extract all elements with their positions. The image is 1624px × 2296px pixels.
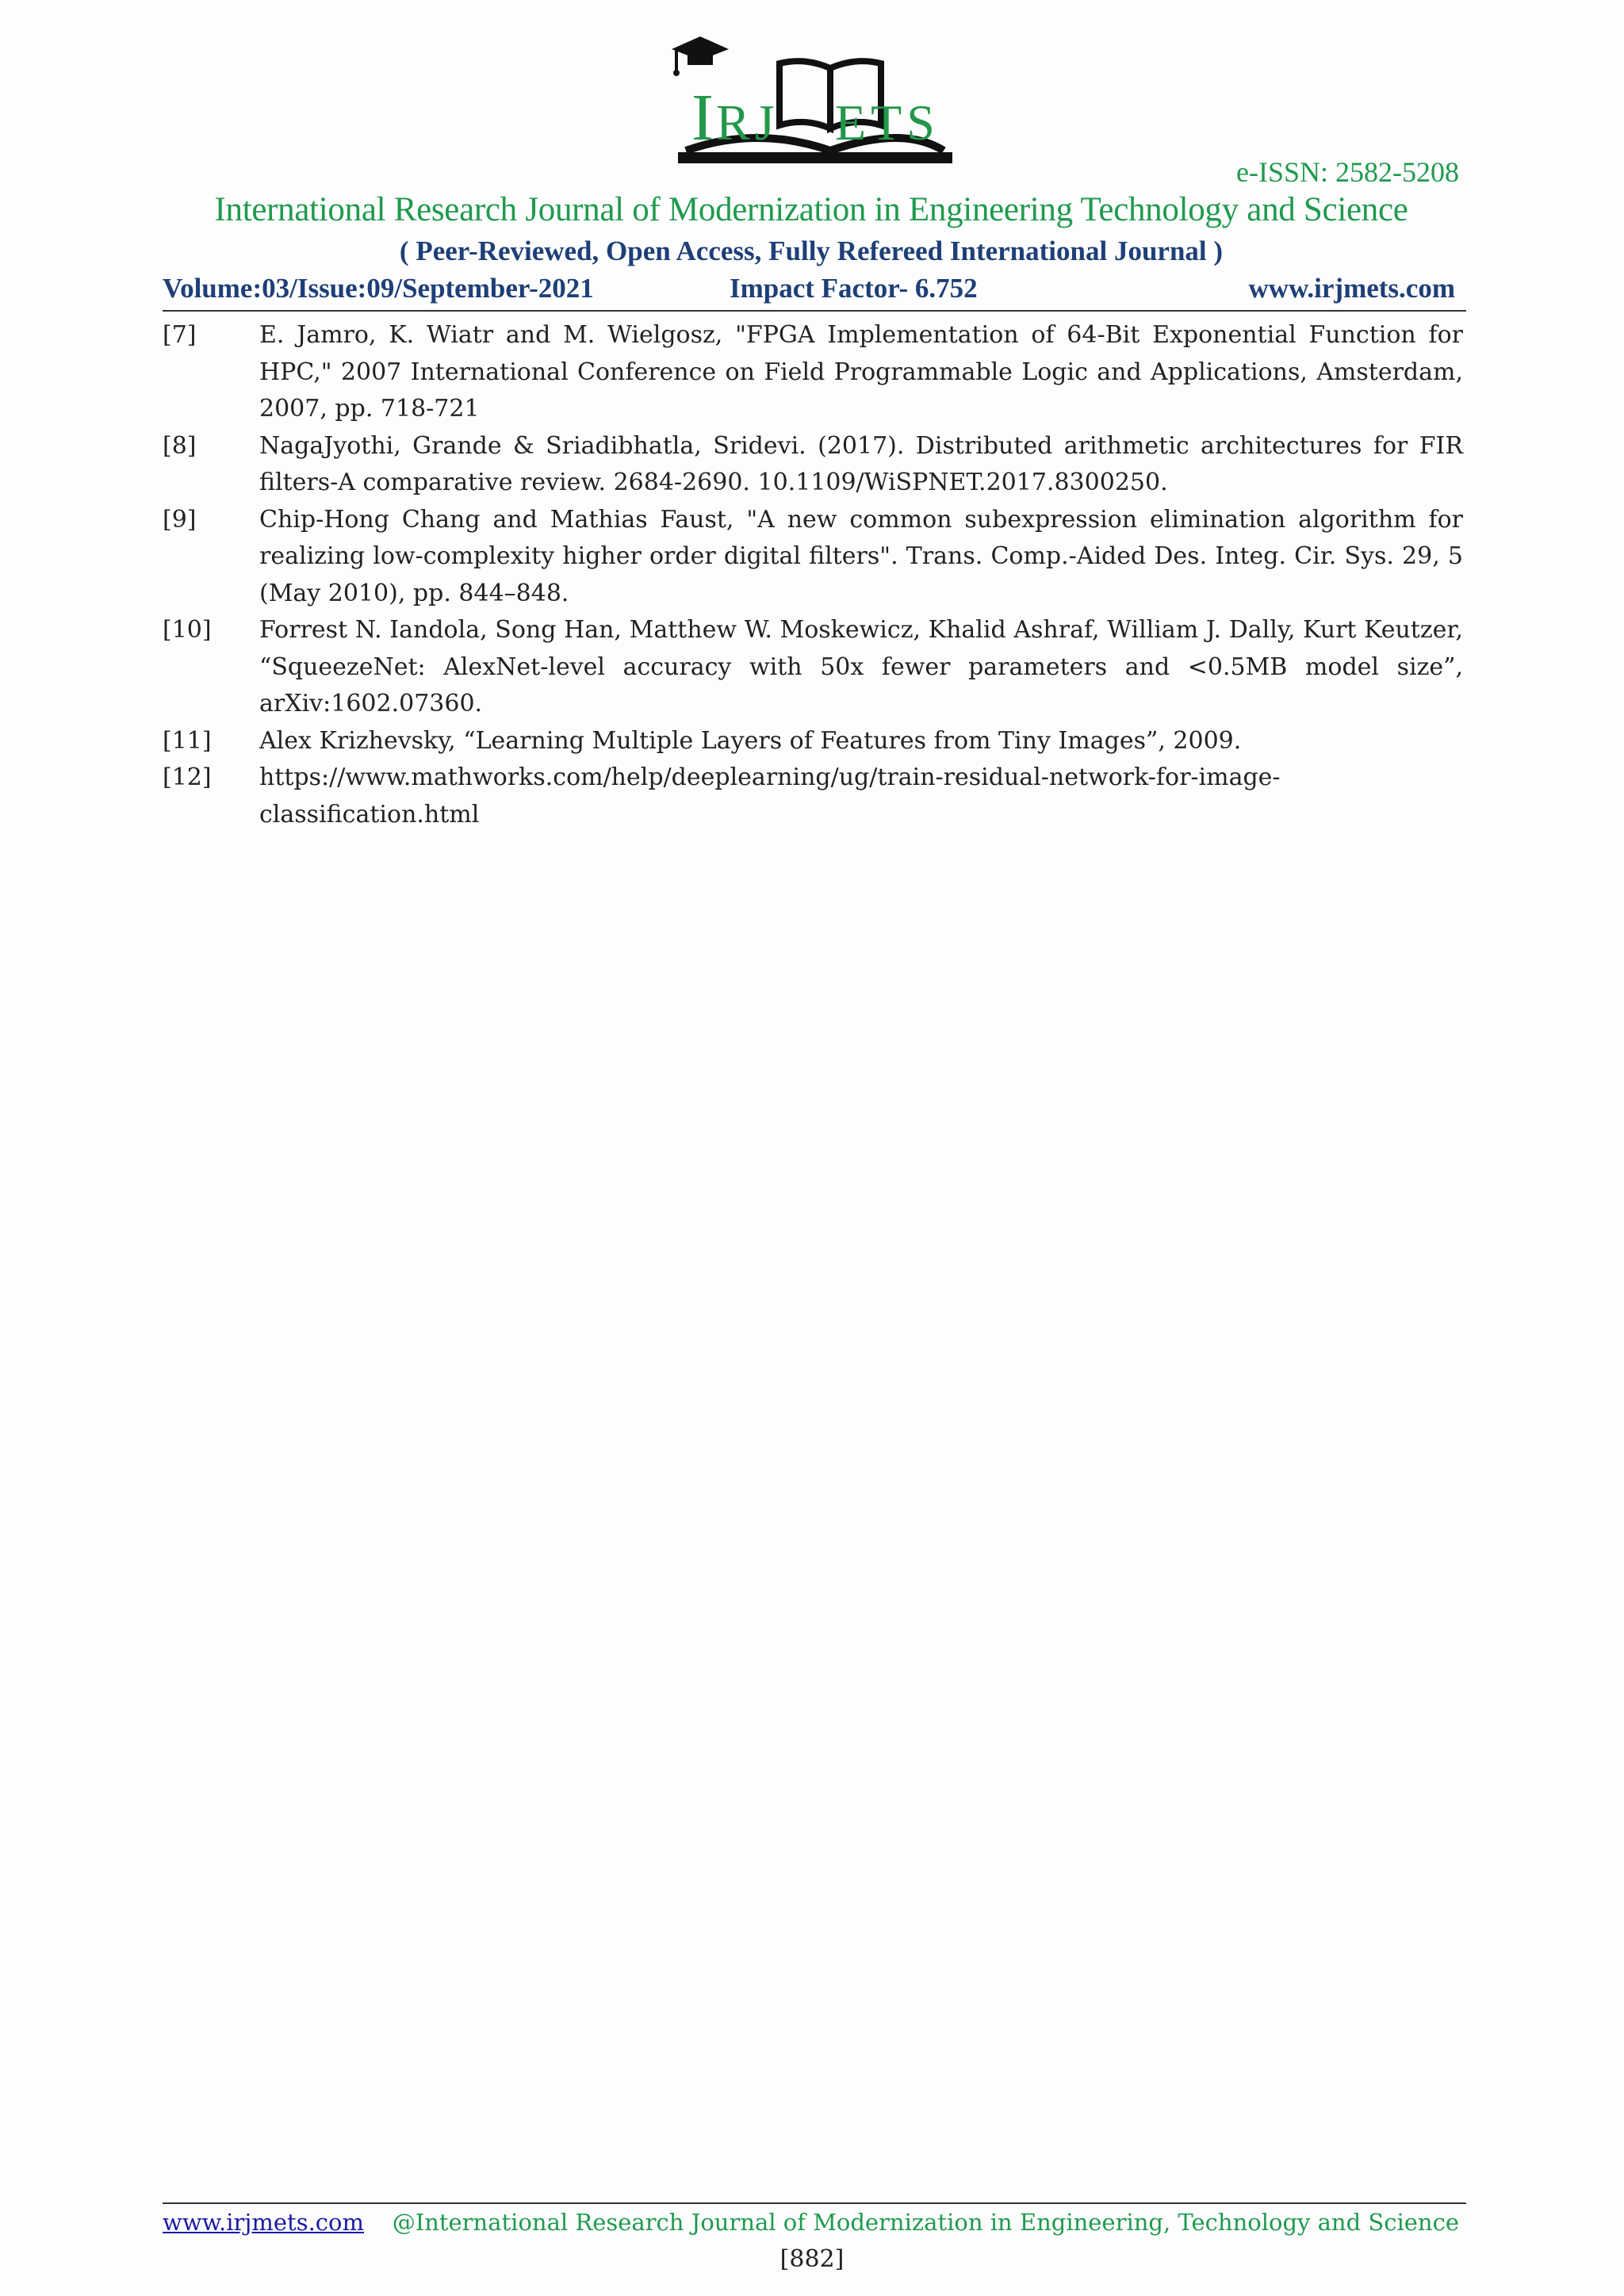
footer-divider <box>163 2202 1466 2204</box>
reference-number: [7] <box>163 321 197 349</box>
reference-item <box>163 317 1463 428</box>
eissn-label: e-ISSN: 2582-5208 <box>1236 156 1459 188</box>
impact-factor: Impact Factor- 6.752 <box>730 273 978 304</box>
journal-title: International Research Journal of Modernization in Engineering Technology and Science <box>214 191 1408 228</box>
volume-issue: Volume:03/Issue:09/September-2021 <box>163 273 594 304</box>
reference-url[interactable]: https://www.mathworks.com/help/deeplearning/ug/train-residual-network-for-image-classification.html <box>259 763 1281 828</box>
reference-text: Chip-Hong Chang and Mathias Faust, "A new common subexpression elimination algorithm for realizing low-complexity higher order digital filters". Trans. Comp.-Aided Des. Integ. Cir. Sys. 29, 5 (May 2010), pp. 844–848. <box>259 505 1463 607</box>
header-divider <box>163 310 1466 312</box>
issue-meta-row <box>163 273 1455 308</box>
reference-item <box>163 502 1463 613</box>
footer-credit: @International Research Journal of Modernization in Engineering, Technology and Science <box>392 2209 1459 2236</box>
reference-number: [12] <box>163 763 212 791</box>
reference-item <box>163 612 1463 723</box>
reference-list <box>163 317 1463 833</box>
footer-website-link[interactable]: www.irjmets.com <box>163 2209 364 2236</box>
reference-text: Forrest N. Iandola, Song Han, Matthew W. Moskewicz, Khalid Ashraf, William J. Dally, Kurt Keutzer, “SqueezeNet: AlexNet-level accuracy with 50x fewer parameters and <0.5MB model size”, arXiv:1602.07360. <box>259 616 1463 718</box>
graduation-cap-icon <box>672 36 729 76</box>
header-website: www.irjmets.com <box>1248 273 1455 304</box>
page-number: [882] <box>779 2245 845 2273</box>
reference-number: [10] <box>163 616 212 644</box>
logo-letters-ets: ETS <box>835 94 940 151</box>
reference-item <box>163 723 1463 760</box>
reference-item <box>163 428 1463 502</box>
reference-item <box>163 760 1463 833</box>
reference-text: NagaJyothi, Grande & Sriadibhatla, Sridevi. (2017). Distributed arithmetic architectures for FIR filters-A comparative review. 2684-2690. 10.1109/WiSPNET.2017.8300250. <box>259 431 1463 496</box>
journal-logo <box>670 32 959 168</box>
reference-text: Alex Krizhevsky, “Learning Multiple Layers of Features from Tiny Images”, 2009. <box>259 726 1242 755</box>
reference-number: [9] <box>163 505 197 534</box>
reference-number: [11] <box>163 726 212 755</box>
logo-letter-i: I <box>691 81 718 155</box>
logo-letters-rj: RJ <box>716 94 779 151</box>
reference-text: E. Jamro, K. Wiatr and M. Wielgosz, "FPGA Implementation of 64-Bit Exponential Function for HPC," 2007 International Conference on Field Programmable Logic and Applications, Amsterdam, 2007, pp. 718-721 <box>259 321 1463 423</box>
reference-number: [8] <box>163 431 197 460</box>
peer-reviewed-subtitle: ( Peer-Reviewed, Open Access, Fully Refereed International Journal ) <box>399 235 1224 266</box>
